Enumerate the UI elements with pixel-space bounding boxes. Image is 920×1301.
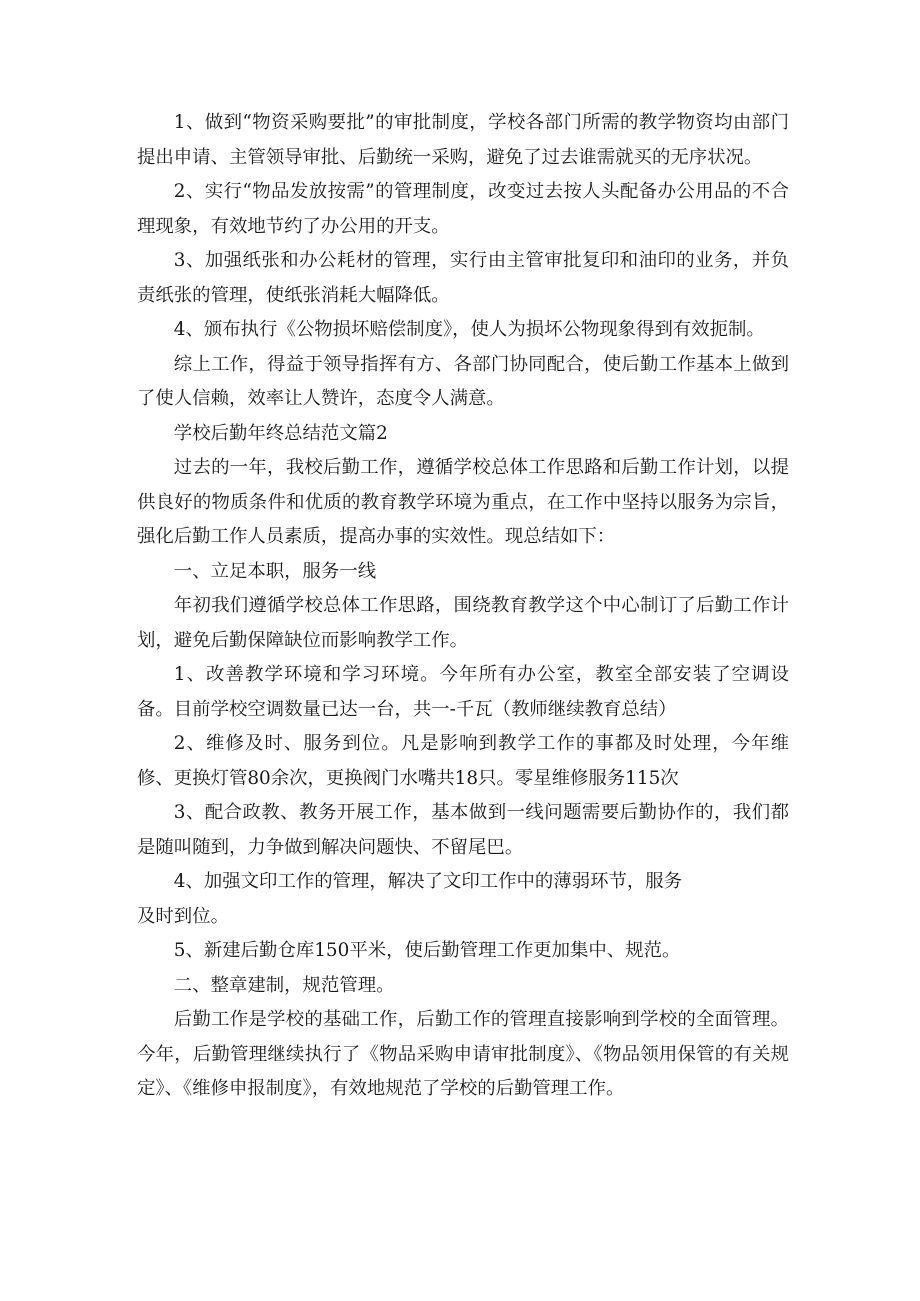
paragraph-printing: 4、加强文印工作的管理，解决了文印工作中的薄弱环节，服务 <box>173 871 683 892</box>
paragraph-environment: 1、改善教学环境和学习环境。今年所有办公室，教室全部安装了空调设备。目前学校空调数量已达一台，共一-千瓦（教师继续教育总结） <box>137 664 789 720</box>
paragraph-regulations: 后勤工作是学校的基础工作，后勤工作的管理直接影响到学校的全面管理。今年，后勤管理继续执行了《物品采购申请审批制度》、《物品领用保管的有关规定》、《维修申报制度》，有效地规范了学校的后勤管理工作。 <box>137 1009 789 1099</box>
section-title-article-2: 学校后勤年终总结范文篇2 <box>173 422 388 444</box>
paragraph-annual-plan: 年初我们遵循学校总体工作思路，围绕教育教学这个中心制订了后勤工作计划，避免后勤保障缺位而影响教学工作。 <box>137 595 789 651</box>
document-body <box>137 106 789 1107</box>
paragraph-maintenance: 2、维修及时、服务到位。凡是影响到教学工作的事都及时处理，今年维修、更换灯管80余次，更换阀门水嘴共18只。零星维修服务115次 <box>137 733 789 789</box>
section-heading-2: 二、整章建制，规范管理。 <box>173 974 395 996</box>
paragraph-paper-consumables: 3、加强纸张和办公耗材的管理，实行由主管审批复印和油印的业务，并负责纸张的管理，使纸张消耗大幅降低。 <box>137 250 789 306</box>
paragraph-distribution-on-demand: 2、实行“物品发放按需”的管理制度，改变过去按人头配备办公用品的不合理现象，有效地节约了办公用的开支。 <box>137 181 789 237</box>
section-heading-1: 一、立足本职，服务一线 <box>173 560 377 582</box>
paragraph-summary: 综上工作，得益于领导指挥有方、各部门协同配合，使后勤工作基本上做到了使人信赖，效率让人赞许，态度令人满意。 <box>137 353 789 409</box>
paragraph-cooperation: 3、配合政教、教务开展工作，基本做到一线问题需要后勤协作的，我们都是随叫随到，力争做到解决问题快、不留尾巴。 <box>137 802 789 858</box>
paragraph-damage-compensation: 4、颁布执行《公物损坏赔偿制度》，使人为损坏公物现象得到有效扼制。 <box>173 319 765 340</box>
paragraph-procurement-approval: 1、做到“物资采购要批”的审批制度，学校各部门所需的教学物资均由部门提出申请、主管领导审批、后勤统一采购，避免了过去谁需就买的无序状况。 <box>137 112 789 168</box>
paragraph-printing-continued: 及时到位。 <box>137 905 229 927</box>
paragraph-warehouse: 5、新建后勤仓库150平米，使后勤管理工作更加集中、规范。 <box>173 940 681 961</box>
paragraph-intro: 过去的一年，我校后勤工作，遵循学校总体工作思路和后勤工作计划，以提供良好的物质条件和优质的教育教学环境为重点，在工作中坚持以服务为宗旨，强化后勤工作人员素质，提高办事的实效性。现总结如下： <box>137 457 789 547</box>
